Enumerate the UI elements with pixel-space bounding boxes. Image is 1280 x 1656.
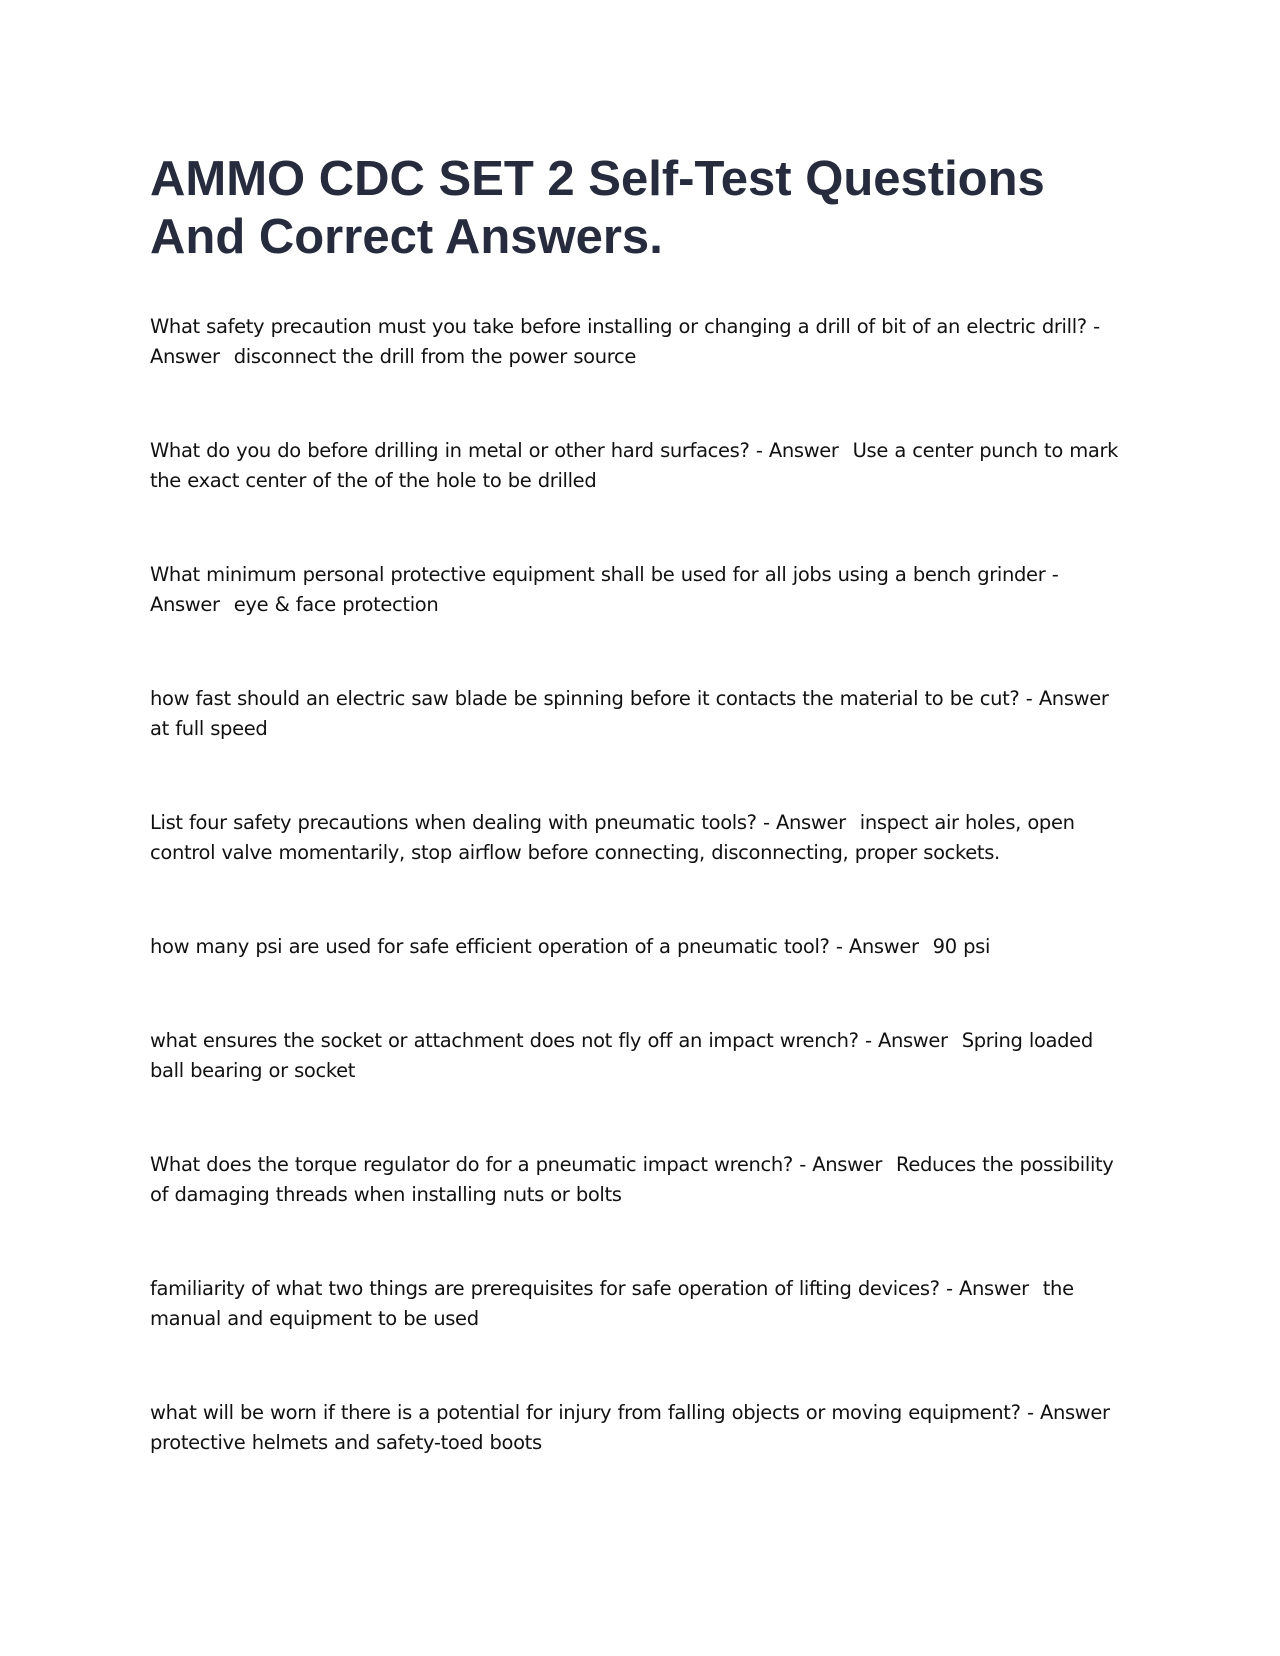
answer-label: - Answer [749,439,839,462]
qa-item [150,312,1130,372]
answer-label: - Answer [1019,687,1109,710]
answer-text: protective helmets and safety-toed boots [150,1431,542,1454]
question-text: What does the torque regulator do for a pneumatic impact wrench? [150,1153,793,1176]
qa-item [150,1274,1130,1334]
qa-item [150,1150,1130,1210]
answer-text: disconnect the drill from the power source [233,345,636,368]
question-text: What minimum personal protective equipment shall be used for all jobs using a bench grinder [150,563,1046,586]
question-text: how many psi are used for safe efficient operation of a pneumatic tool? [150,935,830,958]
question-text: what will be worn if there is a potential for injury from falling objects or moving equipment? [150,1401,1021,1424]
document-title: AMMO CDC SET 2 Self-Test Questions And Correct Answers. [150,152,1045,264]
question-text: List four safety precautions when dealing with pneumatic tools? [150,811,757,834]
answer-text: Reduces the possibility of damaging threads when installing nuts or bolts [150,1153,1114,1206]
question-text: What do you do before drilling in metal or other hard surfaces? [150,439,750,462]
answer-label: - Answer [939,1277,1029,1300]
answer-label: - Answer [829,935,919,958]
question-text: familiarity of what two things are prerequisites for safe operation of lifting devices? [150,1277,940,1300]
answer-text: Spring loaded ball bearing or socket [150,1029,1093,1082]
question-text: What safety precaution must you take before installing or changing a drill of bit of an electric drill? [150,315,1087,338]
answer-label: - Answer [1020,1401,1110,1424]
answer-label: - Answer [150,315,1100,368]
qa-item [150,560,1130,620]
answer-label: - Answer [792,1153,882,1176]
qa-item [150,932,1130,962]
qa-item [150,1398,1130,1458]
qa-item [150,684,1130,744]
answer-label: - Answer [858,1029,948,1052]
answer-label: - Answer [150,563,1059,616]
answer-text: eye & face protection [233,593,439,616]
qa-item [150,1026,1130,1086]
qa-list [150,312,1130,1458]
question-text: what ensures the socket or attachment does not fly off an impact wrench? [150,1029,859,1052]
answer-text: at full speed [150,717,268,740]
qa-item [150,436,1130,496]
document-page [150,150,1130,1522]
question-text: how fast should an electric saw blade be spinning before it contacts the material to be cut? [150,687,1020,710]
qa-item [150,808,1130,868]
answer-text: 90 psi [932,935,991,958]
answer-text: Use a center punch to mark the exact center of the of the hole to be drilled [150,439,1119,492]
answer-text: inspect air holes, open control valve momentarily, stop airflow before connecting, disconnecting, proper sockets. [150,811,1075,864]
answer-label: - Answer [756,811,846,834]
answer-text: the manual and equipment to be used [150,1277,1074,1330]
